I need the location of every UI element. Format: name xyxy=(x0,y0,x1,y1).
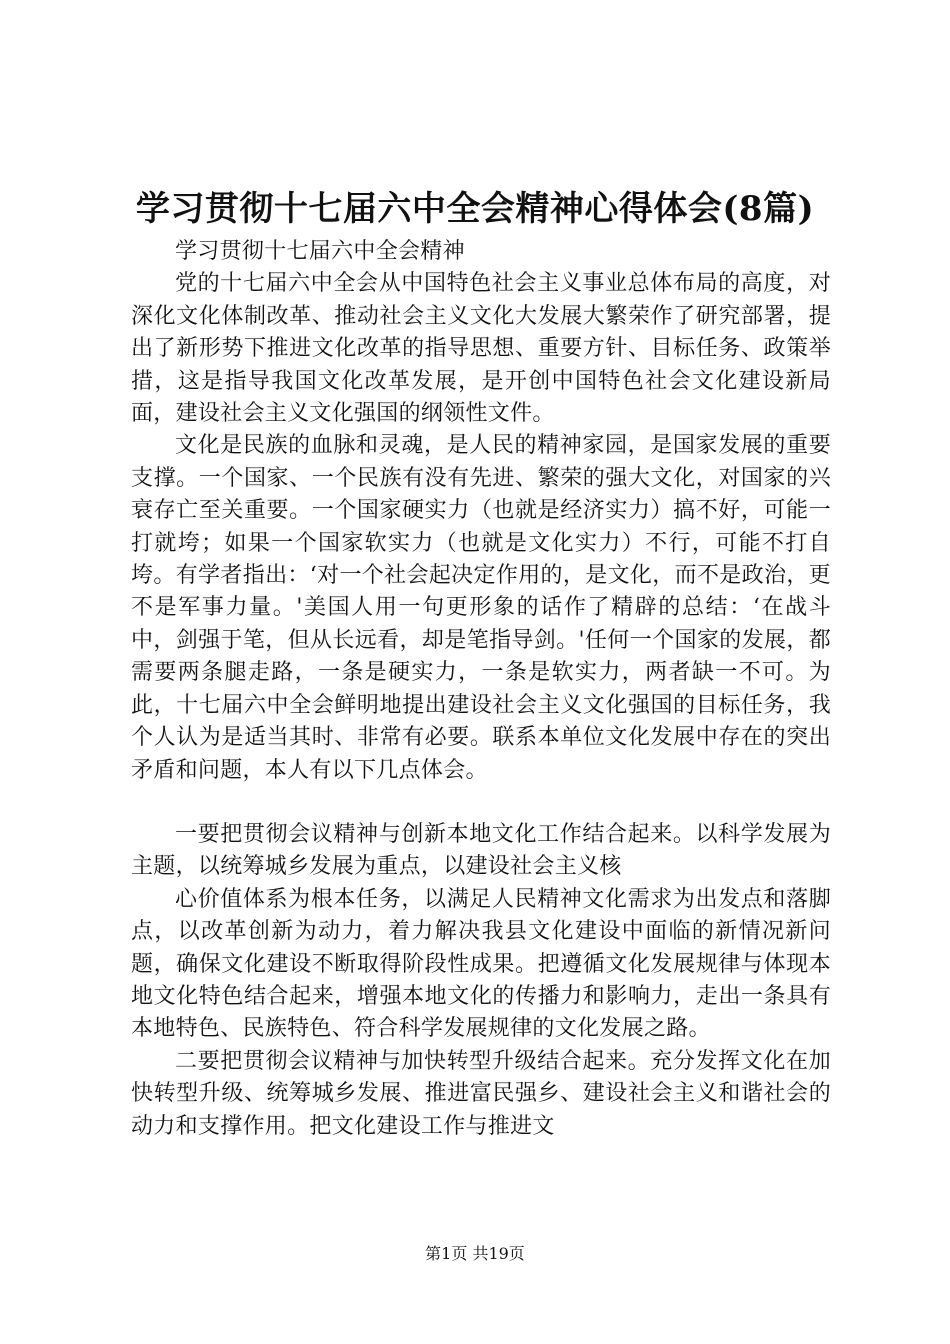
body-paragraph: 党的十七届六中全会从中国特色社会主义事业总体布局的高度，对深化文化体制改革、推动社会主义文化大发展大繁荣作了研究部署，提出了新形势下推进文化改革的指导思想、重要方针、目标任务、政策举措，这是指导我国文化改革发展，是开创中国特色社会文化建设新局面，建设社会主义文化强国的纲领性文件。 xyxy=(131,271,831,427)
body-paragraph: 二要把贯彻会议精神与加快转型升级结合起来。充分发挥文化在加快转型升级、统筹城乡发展、推进富民强乡、建设社会主义和谐社会的动力和支撑作用。把文化建设工作与推进文 xyxy=(131,1048,831,1139)
body-paragraph: 一要把贯彻会议精神与创新本地文化工作结合起来。以科学发展为主题，以统筹城乡发展为重点，以建设社会主义核 xyxy=(131,821,831,880)
page-indicator: 第1页 共19页 xyxy=(425,1244,525,1263)
body-paragraph: 心价值体系为根本任务，以满足人民精神文化需求为出发点和落脚点，以改革创新为动力，着力解决我县文化建设中面临的新情况新问题，确保文化建设不断取得阶段性成果。把遵循文化发展规律与体现本地文化特色结合起来，增强本地文化的传播力和影响力，走出一条具有本地特色、民族特色、符合科学发展规律的文化发展之路。 xyxy=(131,886,831,1042)
document-body xyxy=(131,236,831,1143)
subtitle-paragraph: 学习贯彻十七届六中全会精神 xyxy=(175,239,465,264)
document-title: 学习贯彻十七届六中全会精神心得体会(8篇) xyxy=(135,189,815,229)
body-paragraph: 文化是民族的血脉和灵魂，是人民的精神家园，是国家发展的重要支撑。一个国家、一个民族有没有先进、繁荣的强大文化，对国家的兴衰存亡至关重要。一个国家硬实力（也就是经济实力）搞不好，可能一打就垮；如果一个国家软实力（也就是文化实力）不行，可能不打自垮。有学者指出：‘对一个社会起决定作用的，是文化，而不是政治，更不是军事力量。'美国人用一句更形象的话作了精辟的总结：‘在战斗中，剑强于笔，但从长远看，却是笔指导剑。'任何一个国家的发展，都需要两条腿走路，一条是硬实力，一条是软实力，两者缺一不可。为此，十七届六中全会鲜明地提出建设社会主义文化强国的目标任务，我个人认为是适当其时、非常有必要。联系本单位文化发展中存在的突出矛盾和问题，本人有以下几点体会。 xyxy=(131,433,831,783)
